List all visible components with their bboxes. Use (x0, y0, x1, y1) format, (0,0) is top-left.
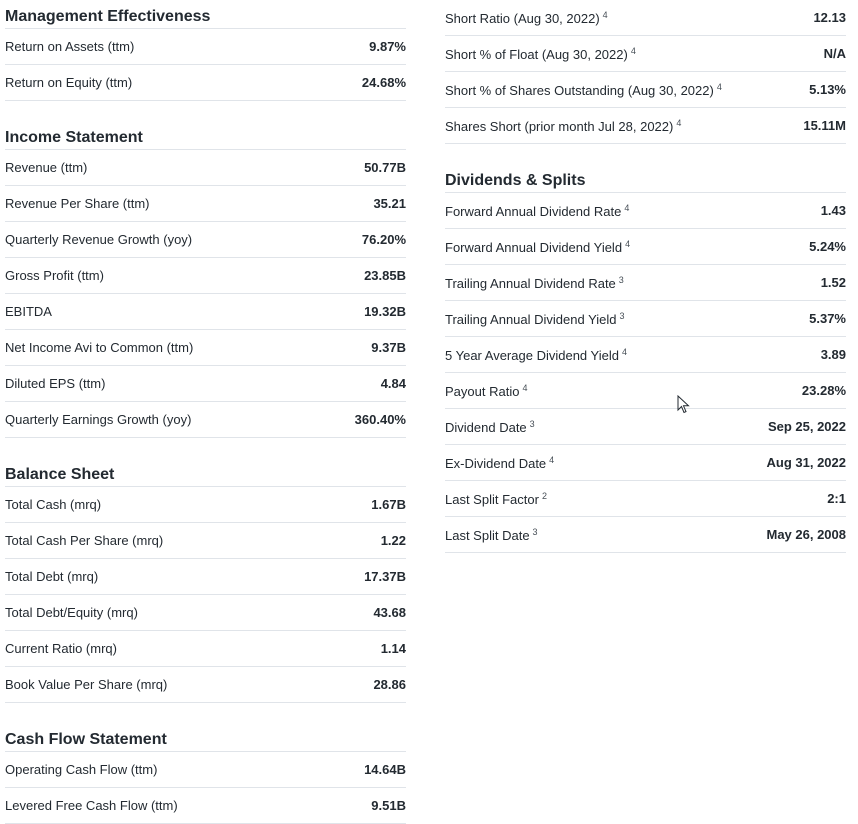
footnote-marker: 4 (549, 454, 555, 465)
stat-label: Current Ratio (mrq) (5, 641, 117, 656)
stat-value: 19.32B (364, 304, 406, 319)
stat-label: Last Split Factor $^2$ (445, 490, 547, 507)
stat-label: Revenue (ttm) (5, 160, 88, 175)
section-title-income-statement: Income Statement (5, 121, 406, 150)
stat-label: Last Split Date $^3$ (445, 526, 538, 543)
stat-row (5, 258, 406, 294)
stat-value: 17.37B (364, 569, 406, 584)
stat-value: 360.40% (354, 412, 406, 427)
footnote-marker: 4 (602, 9, 608, 20)
stat-row (5, 29, 406, 65)
section-title-balance-sheet: Balance Sheet (5, 458, 406, 487)
stat-value: 28.86 (373, 677, 406, 692)
stat-value: 9.37B (371, 340, 406, 355)
stat-value: 15.11M (803, 118, 846, 133)
mouse-cursor-icon (677, 395, 691, 415)
stat-label: Levered Free Cash Flow (ttm) (5, 798, 178, 813)
stat-row (5, 595, 406, 631)
stat-value: 4.84 (380, 376, 406, 391)
stat-value: N/A (823, 46, 846, 61)
stat-label: Total Cash Per Share (mrq) (5, 533, 164, 548)
stat-value: 1.43 (820, 203, 846, 218)
footnote-marker: 3 (532, 526, 538, 537)
stat-value: 5.24% (809, 239, 846, 254)
stat-row (445, 229, 846, 265)
stat-value: 5.37% (809, 311, 846, 326)
stat-value: 1.14 (380, 641, 406, 656)
stat-row (445, 0, 846, 36)
stat-value: 9.51B (371, 798, 406, 813)
stat-row (445, 337, 846, 373)
stat-value: 12.13 (813, 10, 846, 25)
stat-label: Diluted EPS (ttm) (5, 376, 106, 391)
left-column (5, 0, 406, 824)
stat-row (5, 186, 406, 222)
stat-row (5, 65, 406, 101)
stat-value: 24.68% (361, 75, 406, 90)
stat-value: 9.87% (369, 39, 406, 54)
stat-row (5, 402, 406, 438)
stat-value: 3.89 (820, 347, 846, 362)
stat-value: Sep 25, 2022 (767, 419, 846, 434)
stat-row (5, 523, 406, 559)
stat-label: Forward Annual Dividend Rate $^4$ (445, 202, 630, 219)
stat-value: 14.64B (364, 762, 406, 777)
stat-row (5, 752, 406, 788)
stat-label: Return on Equity (ttm) (5, 75, 133, 90)
stat-label: Book Value Per Share (mrq) (5, 677, 168, 692)
stat-row (5, 150, 406, 186)
footnote-marker: 4 (621, 346, 627, 357)
stat-row (5, 330, 406, 366)
stat-label: Shares Short (prior month Jul 28, 2022) $^4$ (445, 117, 682, 134)
stat-label: Total Debt/Equity (mrq) (5, 605, 138, 620)
stat-value: 35.21 (373, 196, 406, 211)
footnote-marker: 4 (625, 238, 631, 249)
stat-label: Trailing Annual Dividend Yield $^3$ (445, 310, 625, 327)
section-title-cash-flow-statement: Cash Flow Statement (5, 723, 406, 752)
stat-row (445, 301, 846, 337)
stat-row (445, 481, 846, 517)
stat-row (5, 559, 406, 595)
stat-row (5, 631, 406, 667)
footnote-marker: 4 (630, 45, 636, 56)
stat-value: 23.28% (801, 383, 846, 398)
stat-value: 43.68 (373, 605, 406, 620)
stat-label: Dividend Date $^3$ (445, 418, 535, 435)
right-column (445, 0, 846, 553)
stat-label: EBITDA (5, 304, 52, 319)
section-title-dividends-splits: Dividends & Splits (445, 164, 846, 193)
stat-label: Short Ratio (Aug 30, 2022) $^4$ (445, 9, 608, 26)
stat-label: Net Income Avi to Common (ttm) (5, 340, 194, 355)
stat-label: Payout Ratio $^4$ (445, 382, 528, 399)
stat-label: Return on Assets (ttm) (5, 39, 135, 54)
stat-label: 5 Year Average Dividend Yield $^4$ (445, 346, 627, 363)
stat-row (445, 193, 846, 229)
stat-value: 2:1 (827, 491, 846, 506)
stat-label: Quarterly Revenue Growth (yoy) (5, 232, 193, 247)
footnote-marker: 4 (676, 117, 682, 128)
stat-row (445, 517, 846, 553)
stat-row (445, 72, 846, 108)
stat-label: Gross Profit (ttm) (5, 268, 104, 283)
stat-row (5, 667, 406, 703)
stat-row (445, 445, 846, 481)
stat-label: Total Debt (mrq) (5, 569, 99, 584)
stat-row (445, 36, 846, 72)
footnote-marker: 2 (541, 490, 547, 501)
stat-value: May 26, 2008 (766, 527, 846, 542)
section-title-management-effectiveness: Management Effectiveness (5, 0, 406, 29)
stat-row (445, 409, 846, 445)
stat-label: Forward Annual Dividend Yield $^4$ (445, 238, 631, 255)
footnote-marker: 4 (716, 81, 722, 92)
stat-label: Quarterly Earnings Growth (yoy) (5, 412, 192, 427)
stat-row (5, 222, 406, 258)
footnote-marker: 4 (522, 382, 528, 393)
stat-value: 23.85B (364, 268, 406, 283)
footnote-marker: 3 (619, 310, 625, 321)
stat-row (5, 366, 406, 402)
stat-label: Total Cash (mrq) (5, 497, 102, 512)
stat-value: Aug 31, 2022 (766, 455, 846, 470)
stat-value: 76.20% (361, 232, 406, 247)
stat-row (5, 788, 406, 824)
stat-value: 1.67B (371, 497, 406, 512)
stat-value: 1.22 (380, 533, 406, 548)
stat-label: Ex-Dividend Date $^4$ (445, 454, 555, 471)
stat-row (445, 265, 846, 301)
stat-label: Revenue Per Share (ttm) (5, 196, 150, 211)
stat-value: 50.77B (364, 160, 406, 175)
stat-value: 1.52 (820, 275, 846, 290)
stat-label: Short % of Float (Aug 30, 2022) $^4$ (445, 45, 636, 62)
footnote-marker: 3 (529, 418, 535, 429)
footnote-marker: 4 (624, 202, 630, 213)
stat-value: 5.13% (809, 82, 846, 97)
stat-row (5, 487, 406, 523)
stat-label: Trailing Annual Dividend Rate $^3$ (445, 274, 624, 291)
footnote-marker: 3 (618, 274, 624, 285)
stat-label: Short % of Shares Outstanding (Aug 30, 2022) $^4$ (445, 81, 722, 98)
stat-row (5, 294, 406, 330)
stat-label: Operating Cash Flow (ttm) (5, 762, 158, 777)
stat-row (445, 373, 846, 409)
stat-row (445, 108, 846, 144)
